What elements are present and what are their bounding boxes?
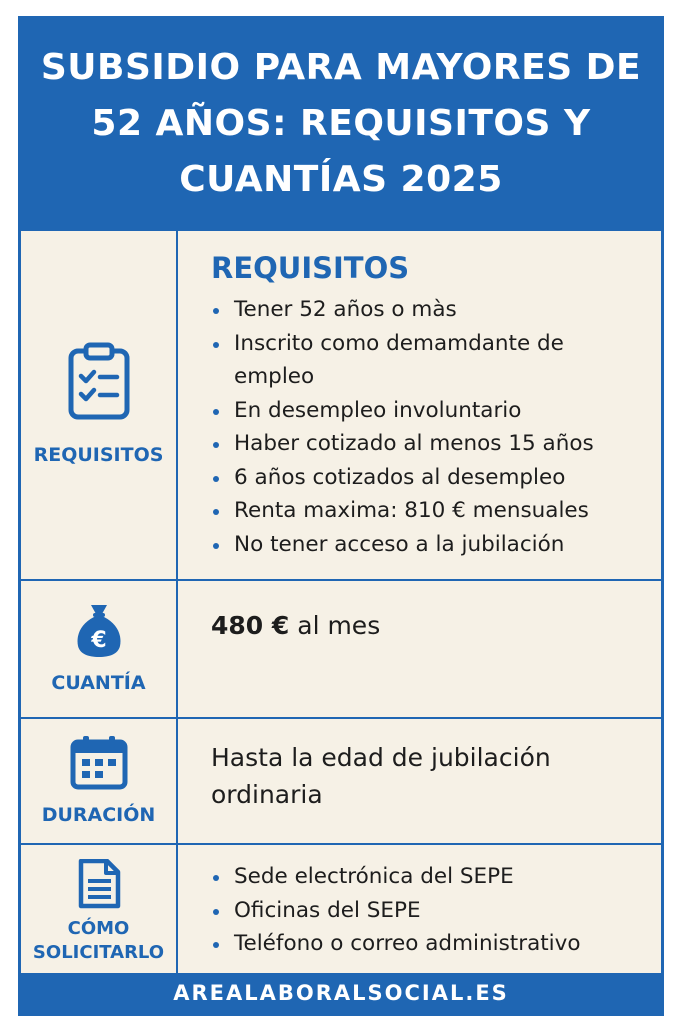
duracion-content <box>211 719 647 843</box>
amount-value: 480 € <box>211 611 290 640</box>
svg-text:€: € <box>90 627 107 653</box>
solicitud-content <box>211 845 647 979</box>
list-item: Haber cotizado al menos 15 años <box>211 427 647 461</box>
amount-suffix: al mes <box>289 611 381 640</box>
euro-money-bag-icon <box>74 602 124 658</box>
requisitos-row <box>21 229 661 579</box>
solicitud-row <box>21 843 661 979</box>
cuantia-side-label: CUANTÍA <box>51 671 146 694</box>
requisitos-list <box>211 293 647 561</box>
duracion-side-label: DURACIÓN <box>41 803 156 826</box>
list-item: 6 años cotizados al desempleo <box>211 461 647 495</box>
duracion-row <box>21 717 661 843</box>
duracion-side <box>21 719 178 843</box>
calendar-icon <box>70 734 128 790</box>
footer-banner <box>21 973 661 1013</box>
amount-text <box>211 607 647 644</box>
header-banner <box>21 19 661 229</box>
list-item: Sede electrónica del SEPE <box>211 860 647 894</box>
requisitos-section-title: REQUISITOS <box>211 251 410 285</box>
solicitud-list <box>211 860 647 961</box>
requisitos-content <box>211 231 647 579</box>
clipboard-checklist-icon <box>66 342 132 420</box>
list-item: Renta maxima: 810 € mensuales <box>211 494 647 528</box>
list-item: En desempleo involuntario <box>211 394 647 428</box>
list-item: Inscrito como demamdante de empleo <box>211 327 647 394</box>
page-title: SUBSIDIO PARA MAYORES DE 52 AÑOS: REQUISITOS Y CUANTÍAS 2025 <box>40 47 642 200</box>
cuantia-side <box>21 581 178 717</box>
duracion-text: Hasta la edad de jubilación ordinaria <box>211 743 551 809</box>
list-item: No tener acceso a la jubilación <box>211 528 647 562</box>
footer-site: AREALABORALSOCIAL.ES <box>173 981 509 1005</box>
document-icon <box>77 859 121 909</box>
infographic-frame <box>18 16 664 1016</box>
requisitos-side <box>21 231 178 579</box>
solicitud-side <box>21 845 178 979</box>
solicitud-side-label: CÓMO SOLICITARLO <box>32 918 165 963</box>
requisitos-side-label: REQUISITOS <box>33 443 164 466</box>
list-item: Teléfono o correo administrativo <box>211 927 647 961</box>
cuantia-row <box>21 579 661 717</box>
cuantia-content <box>211 581 647 717</box>
list-item: Oficinas del SEPE <box>211 894 647 928</box>
list-item: Tener 52 años o màs <box>211 293 647 327</box>
